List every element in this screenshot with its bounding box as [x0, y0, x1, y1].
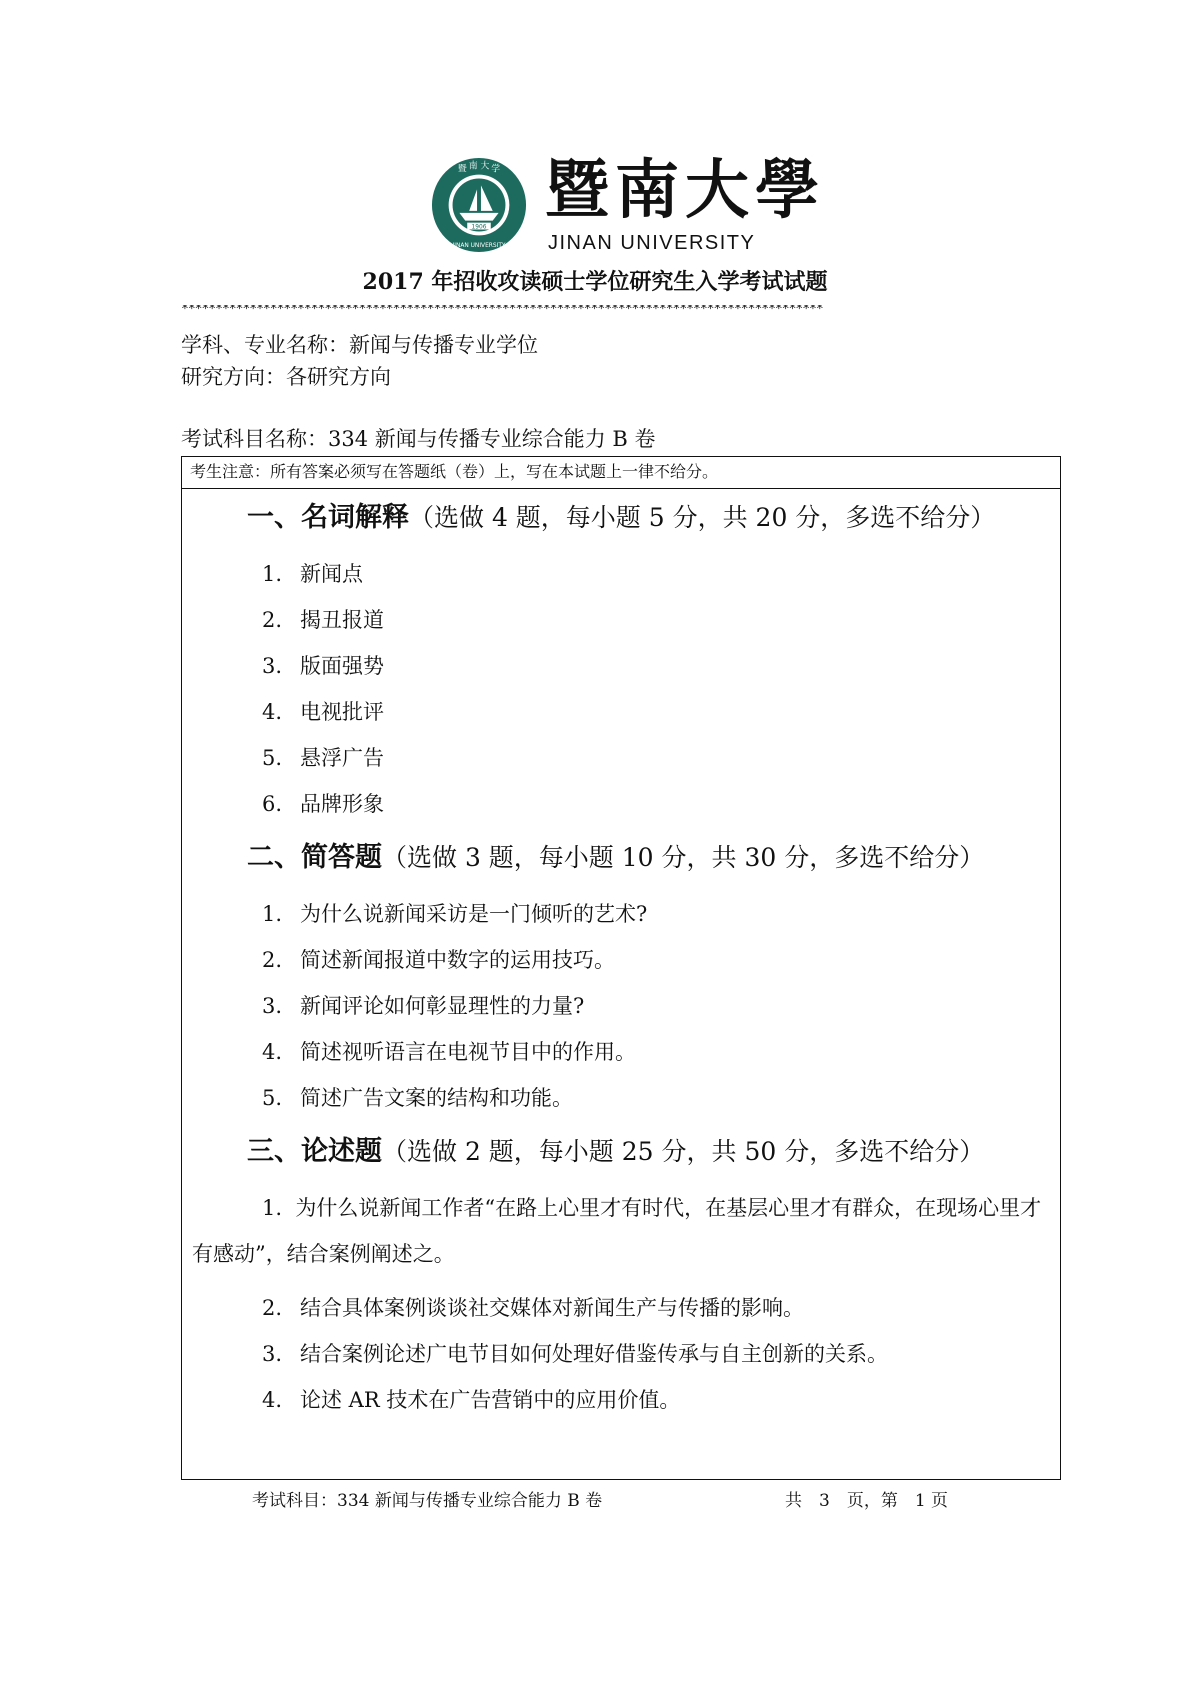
- footer-page-number: 共 3 页，第 1 页: [785, 1491, 949, 1511]
- svg-text:大: 大: [480, 161, 490, 172]
- list-item: 3. 新闻评论如何彰显理性的力量?: [262, 994, 585, 1018]
- notice-bar: 考生注意：所有答案必须写在答题纸（卷）上，写在本试题上一律不给分。: [182, 457, 1060, 489]
- page-header: [0, 150, 1190, 260]
- list-item: 5. 简述广告文案的结构和功能。: [262, 1086, 573, 1110]
- list-item: 4. 简述视听语言在电视节目中的作用。: [262, 1040, 636, 1064]
- footer-subject: 考试科目：334 新闻与传播专业综合能力 B 卷: [252, 1491, 603, 1511]
- svg-text:学: 学: [491, 164, 501, 175]
- school-name-cn: 暨南大學: [545, 153, 825, 228]
- section-title: 三、论述题: [247, 1136, 382, 1167]
- list-item: 3. 版面强势: [262, 654, 384, 678]
- section-heading-1: [247, 501, 995, 535]
- section-heading-3: [247, 1135, 984, 1169]
- exam-title: 2017 年招收攻读硕士学位研究生入学考试试题: [362, 269, 828, 295]
- list-item: 3. 结合案例论述广电节目如何处理好借鉴传承与自主创新的关系。: [262, 1342, 888, 1366]
- major-line: 学科、专业名称：新闻与传播专业学位: [181, 333, 538, 357]
- list-item: 2. 简述新闻报道中数字的运用技巧。: [262, 948, 615, 972]
- list-item: 4. 论述 AR 技术在广告营销中的应用价值。: [262, 1388, 681, 1412]
- direction-line: 研究方向：各研究方向: [181, 365, 391, 389]
- list-item: 2. 结合具体案例谈谈社交媒体对新闻生产与传播的影响。: [262, 1296, 804, 1320]
- section-rule: （选做 4 题，每小题 5 分，共 20 分，多选不给分）: [409, 503, 996, 532]
- section-rule: （选做 2 题，每小题 25 分，共 50 分，多选不给分）: [382, 1137, 985, 1166]
- subject-line: 考试科目名称：334 新闻与传播专业综合能力 B 卷: [181, 427, 656, 451]
- list-item: 1. 为什么说新闻采访是一门倾听的艺术?: [262, 902, 648, 926]
- star-divider: **********************************************************************************************: [181, 305, 823, 315]
- question-box: [181, 456, 1061, 1480]
- section-title: 二、简答题: [247, 842, 382, 873]
- list-item: 2. 揭丑报道: [262, 608, 384, 632]
- section-heading-2: [247, 841, 984, 875]
- list-item: 1. 新闻点: [262, 562, 363, 586]
- list-item: 4. 电视批评: [262, 700, 384, 724]
- list-item: 1. 为什么说新闻工作者“在路上心里才有时代，在基层心里才有群众，在现场心里才有感动”，结合案例阐述之。: [192, 1196, 1042, 1266]
- list-item: 5. 悬浮广告: [262, 746, 384, 770]
- university-seal-logo: [430, 156, 528, 254]
- list-item: 6. 品牌形象: [262, 792, 384, 816]
- svg-text:暨: 暨: [457, 164, 467, 175]
- svg-text:JINAN UNIVERSITY: JINAN UNIVERSITY: [452, 243, 506, 250]
- school-name-en: JINAN UNIVERSITY: [548, 232, 756, 254]
- svg-text:1906: 1906: [471, 224, 487, 231]
- svg-text:南: 南: [468, 161, 478, 172]
- section-title: 一、名词解释: [247, 502, 409, 533]
- section-rule: （选做 3 题，每小题 10 分，共 30 分，多选不给分）: [382, 843, 985, 872]
